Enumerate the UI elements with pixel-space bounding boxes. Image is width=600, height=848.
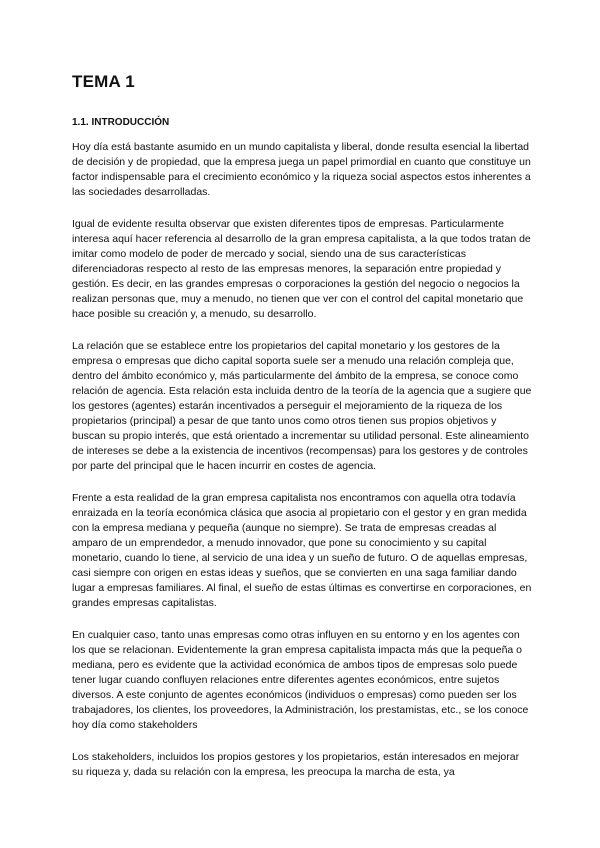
paragraph-4: Frente a esta realidad de la gran empresa capitalista nos encontramos con aquella otra todavía enraizada en la teoría económica clásica que asocia al propietario con el gestor y en gran medida con la empresa mediana y pequeña (aunque no siempre). Se trata de empresas creadas al amparo de un emprendedor, a menudo innovador, que pone su conocimiento y su capital monetario, cuando lo tiene, al servicio de una idea y un sueño de futuro. O de aquellas empresas, casi siempre con origen en estas ideas y sueños, que se convierten en una saga familiar dando lugar a empresas familiares. Al final, el sueño de estas últimas es convertirse en corporaciones, en grandes empresas capitalistas. bbox=[72, 492, 532, 609]
paragraph-3: La relación que se establece entre los propietarios del capital monetario y los gestores de la empresa o empresas que dicho capital soporta suele ser a menudo una relación compleja que, dentro del ámbito económico y, más particularmente del ámbito de la empresa, se conoce como relación de agencia. Esta relación esta incluida dentro de la teoría de la agencia que a sugiere que los gestores (agentes) estarán incentivados a perseguir el mejoramiento de la riqueza de los propietarios (principal) a pesar de que tanto unos como otros tienen sus propios objetivos y buscan su propio interés, que está orientado a incrementar su utilidad personal. Este alineamiento de intereses se debe a la existencia de incentivos (recompensas) para los gestores y de controles por parte del principal que le hacen incurrir en costes de agencia. bbox=[72, 340, 532, 472]
section-heading: 1.1. INTRODUCCIÓN bbox=[72, 117, 170, 128]
paragraph-6: Los stakeholders, incluidos los propios gestores y los propietarios, están interesados en mejorar su riqueza y, dada su relación con la empresa, les preocupa la marcha de esta, ya bbox=[72, 751, 520, 778]
paragraph-2: Igual de evidente resulta observar que existen diferentes tipos de empresas. Particularmente interesa aquí hacer referencia al desarrollo de la gran empresa capitalista, a la que todos tratan de imitar como modelo de poder de mercado y social, siendo una de sus características diferenciadoras respecto al resto de las empresas menores, la separación entre propiedad y gestión. Es decir, en las grandes empresas o corporaciones la gestión del negocio o negocios la realizan personas que, muy a menudo, no tienen que ver con el control del capital monetario que hace posible su creación y, a menudo, su desarrollo. bbox=[72, 218, 531, 320]
page-title: TEMA 1 bbox=[72, 72, 135, 91]
paragraph-5: En cualquier caso, tanto unas empresas como otras influyen en su entorno y en los agentes con los que se relacionan. Evidentemente la gran empresa capitalista impacta más que la pequeña o mediana, pero es evidente que la actividad económica de ambos tipos de empresas solo puede tener lugar cuando confluyen relaciones entre diferentes agentes económicos, entre sujetos diversos. A este conjunto de agentes económicos (individuos o empresas) como pueden ser los trabajadores, los clientes, los proveedores, la Administración, los prestamistas, etc., se los conoce hoy día como stakeholders bbox=[72, 629, 529, 731]
paragraph-1: Hoy día está bastante asumido en un mundo capitalista y liberal, donde resulta esencial la libertad de decisión y de propiedad, que la empresa juega un papel primordial en cuanto que constituye un factor indispensable para el crecimiento económico y la riqueza social aspectos estos inherentes a las sociedades desarrolladas. bbox=[72, 141, 531, 198]
document-body bbox=[72, 140, 532, 797]
